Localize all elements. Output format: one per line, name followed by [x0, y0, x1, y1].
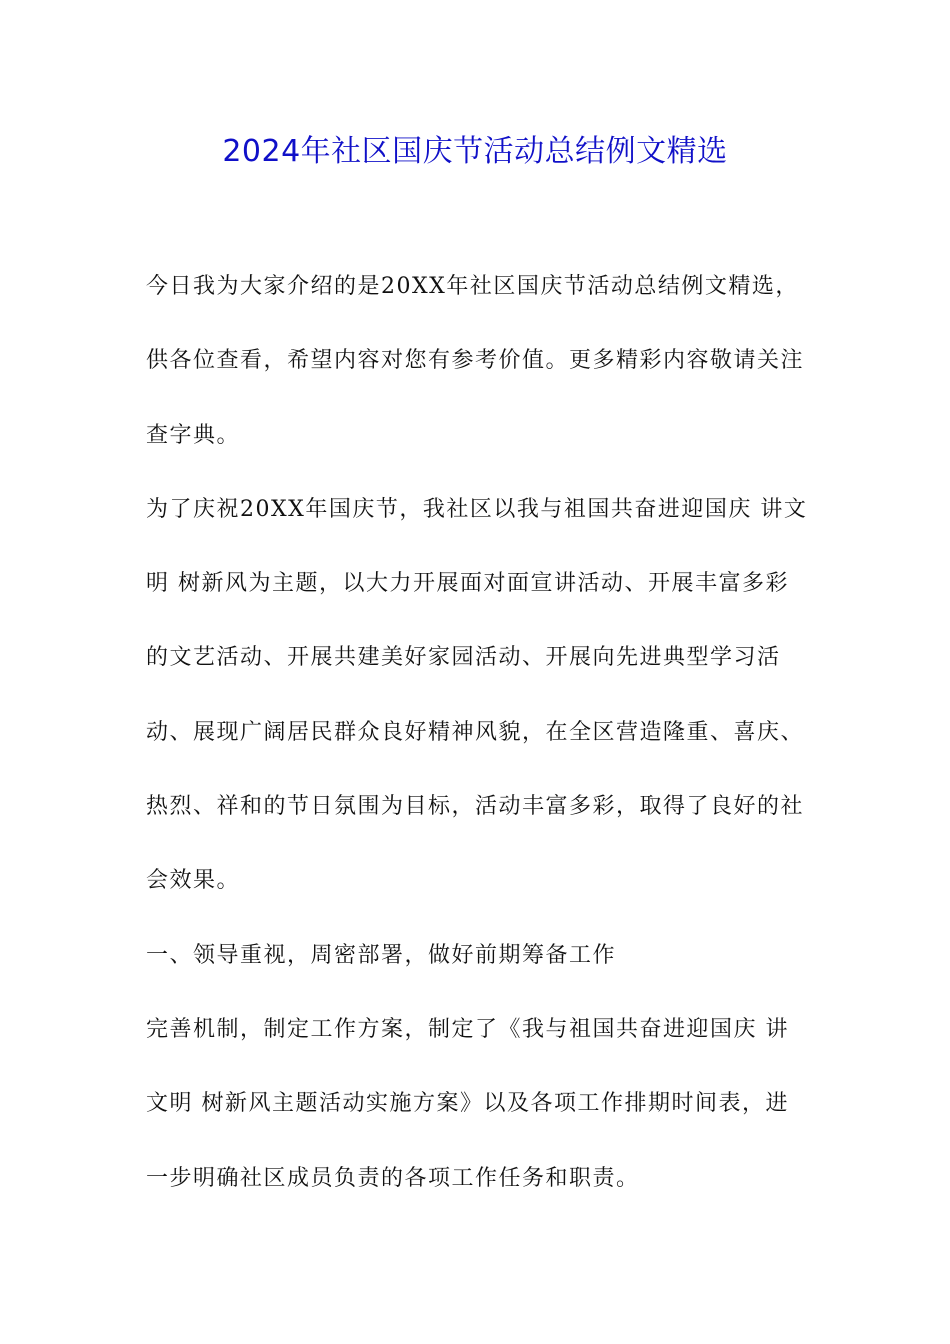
document-body — [146, 250, 810, 1216]
paragraph-intro: 今日我为大家介绍的是20XX年社区国庆节活动总结例文精选，供各位查看，希望内容对您有参考价值。更多精彩内容敬请关注查字典。 — [146, 274, 805, 448]
section-heading: 一、领导重视，周密部署，做好前期筹备工作 — [146, 942, 617, 968]
document-title: 2024年社区国庆节活动总结例文精选 — [222, 134, 728, 169]
paragraph-plan: 完善机制，制定工作方案，制定了《我与祖国共奋进迎国庆 讲文明 树新风主题活动实施方案》以及各项工作排期时间表，进一步明确社区成员负责的各项工作任务和职责。 — [146, 1016, 789, 1191]
paragraph-summary: 为了庆祝20XX年国庆节，我社区以我与祖国共奋进迎国庆 讲文明 树新风为主题，以大力开展面对面宣讲活动、开展丰富多彩的文艺活动、开展共建美好家园活动、开展向先进典型学习活动、展现广阔居民群众良好精神风貌，在全区营造隆重、喜庆、热烈、祥和的节日氛围为目标，活动丰富多彩，取得了良好的社会效果。 — [146, 496, 808, 894]
